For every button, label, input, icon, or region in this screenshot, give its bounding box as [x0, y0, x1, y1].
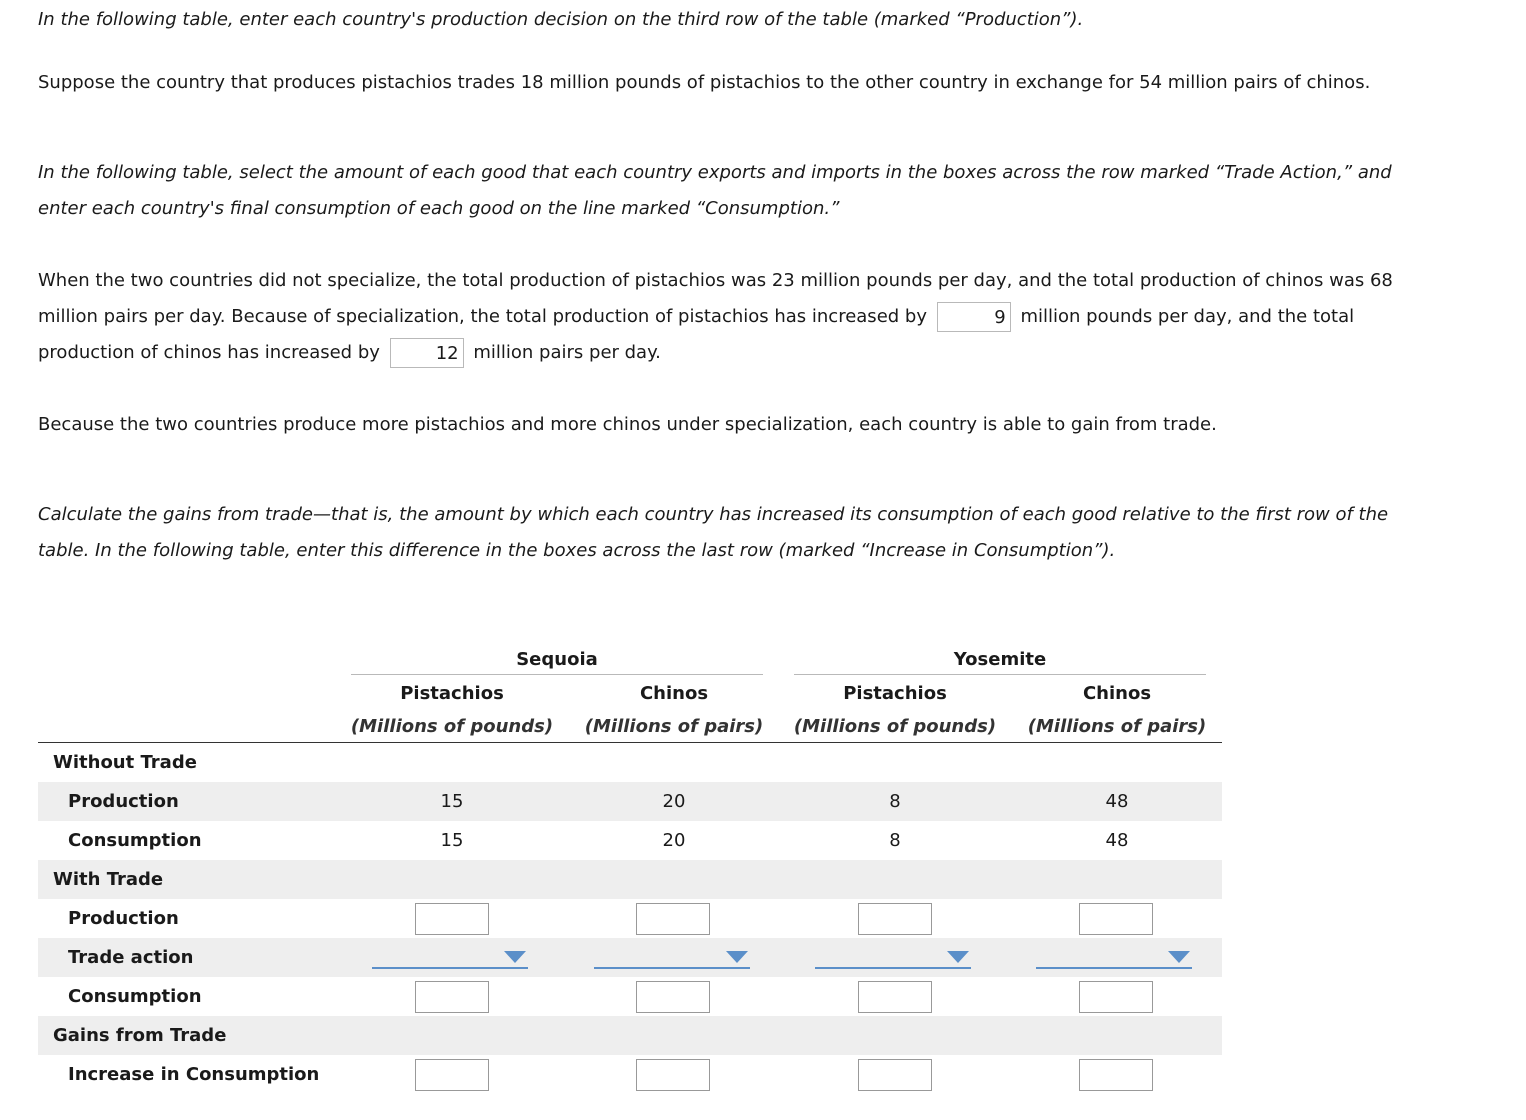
- country-header-sequoia: Sequoia: [516, 649, 598, 670]
- sequoia-chinos-production-input[interactable]: [636, 903, 710, 935]
- cell-sequoia-pistachios-production: 15: [440, 791, 464, 812]
- cell-yosemite-pistachios-production: 8: [889, 791, 901, 812]
- table-row-with-production: [38, 899, 1222, 938]
- instruction-production: In the following table, enter each country's production decision on the third row of the table (marked “Production”).: [38, 9, 1084, 30]
- dropdown-underline: [1036, 967, 1192, 969]
- col-header-yosemite-pistachios: Pistachios: [843, 683, 947, 704]
- section-row-without-trade: [38, 743, 1222, 782]
- yosemite-pistachios-trade-dropdown[interactable]: [815, 944, 971, 972]
- row-label-consumption: Consumption: [68, 830, 202, 851]
- cell-sequoia-pistachios-consumption: 15: [440, 830, 464, 851]
- yosemite-chinos-production-input[interactable]: [1079, 903, 1153, 935]
- col-header-sequoia-pistachios: Pistachios: [400, 683, 504, 704]
- specialization-text-b: million pounds per day, and the total production of chinos has increased by: [38, 306, 1355, 363]
- sequoia-pistachios-production-input[interactable]: [415, 903, 489, 935]
- sequoia-pistachios-trade-dropdown[interactable]: [372, 944, 528, 972]
- cell-yosemite-chinos-production: 48: [1105, 791, 1129, 812]
- yosemite-chinos-consumption-input[interactable]: [1079, 981, 1153, 1013]
- row-label-production: Production: [68, 908, 179, 929]
- yosemite-pistachios-production-input[interactable]: [858, 903, 932, 935]
- table-row-increase: [38, 1055, 1222, 1094]
- country-header-yosemite: Yosemite: [953, 649, 1047, 670]
- instruction-trade-action: In the following table, select the amount of each good that each country exports and imports in the boxes across the row marked “Trade Action,” and enter each country's final consumption of each good on the line marked “Consumption.”: [38, 162, 1392, 219]
- sequoia-pistachios-increase-input[interactable]: [415, 1059, 489, 1091]
- cell-yosemite-chinos-consumption: 48: [1105, 830, 1129, 851]
- gain-statement: Because the two countries produce more pistachios and more chinos under specialization, each country is able to gain from trade.: [38, 414, 1217, 435]
- trade-scenario-text: Suppose the country that produces pistachios trades 18 million pounds of pistachios to the other country in exchange for 54 million pairs of chinos.: [38, 72, 1371, 93]
- sequoia-chinos-increase-input[interactable]: [636, 1059, 710, 1091]
- instruction-gains: Calculate the gains from trade—that is, the amount by which each country has increased its consumption of each good relative to the first row of the table. In the following table, enter this difference in the boxes across the last row (marked “Increase in Consumption”).: [38, 504, 1389, 561]
- specialization-paragraph: [38, 263, 1438, 371]
- table-row-with-consumption: [38, 977, 1222, 1016]
- sequoia-pistachios-consumption-input[interactable]: [415, 981, 489, 1013]
- col-unit-sequoia-chinos: (Millions of pairs): [584, 716, 764, 737]
- chevron-down-icon[interactable]: [947, 951, 969, 963]
- sequoia-chinos-consumption-input[interactable]: [636, 981, 710, 1013]
- yosemite-chinos-trade-dropdown[interactable]: [1036, 944, 1192, 972]
- specialization-text-a: When the two countries did not specialize, the total production of pistachios was 23 million pounds per day, and the total production of chinos was 68 million pairs per day. Because of specialization, the total production of pistachios has increased by: [38, 270, 1393, 327]
- section-label-with-trade: With Trade: [53, 869, 164, 890]
- section-row-gains: [38, 1016, 1222, 1055]
- table-row-without-production: [38, 782, 1222, 821]
- col-unit-sequoia-pistachios: (Millions of pounds): [350, 716, 554, 737]
- table-row-without-consumption: [38, 821, 1222, 860]
- chevron-down-icon[interactable]: [1168, 951, 1190, 963]
- chevron-down-icon[interactable]: [504, 951, 526, 963]
- cell-yosemite-pistachios-consumption: 8: [889, 830, 901, 851]
- section-label-without-trade: Without Trade: [53, 752, 197, 773]
- dropdown-underline: [815, 967, 971, 969]
- section-row-with-trade: [38, 860, 1222, 899]
- chinos-increase-input[interactable]: 12: [390, 338, 464, 368]
- section-label-gains: Gains from Trade: [53, 1025, 227, 1046]
- chevron-down-icon[interactable]: [726, 951, 748, 963]
- col-unit-yosemite-chinos: (Millions of pairs): [1027, 716, 1207, 737]
- col-header-sequoia-chinos: Chinos: [639, 683, 709, 704]
- specialization-text-c: million pairs per day.: [473, 342, 661, 363]
- yosemite-pistachios-increase-input[interactable]: [858, 1059, 932, 1091]
- sequoia-header-rule: [351, 674, 763, 675]
- row-label-trade-action: Trade action: [68, 947, 194, 968]
- yosemite-header-rule: [794, 674, 1206, 675]
- trade-table: [38, 640, 1222, 1100]
- yosemite-chinos-increase-input[interactable]: [1079, 1059, 1153, 1091]
- yosemite-pistachios-consumption-input[interactable]: [858, 981, 932, 1013]
- pistachio-increase-input[interactable]: 9: [937, 302, 1011, 332]
- cell-sequoia-chinos-consumption: 20: [662, 830, 686, 851]
- col-header-yosemite-chinos: Chinos: [1082, 683, 1152, 704]
- row-label-consumption: Consumption: [68, 986, 202, 1007]
- dropdown-underline: [594, 967, 750, 969]
- table-row-trade-action: [38, 938, 1222, 977]
- cell-sequoia-chinos-production: 20: [662, 791, 686, 812]
- row-label-increase: Increase in Consumption: [68, 1064, 320, 1085]
- dropdown-underline: [372, 967, 528, 969]
- sequoia-chinos-trade-dropdown[interactable]: [594, 944, 750, 972]
- col-unit-yosemite-pistachios: (Millions of pounds): [793, 716, 997, 737]
- row-label-production: Production: [68, 791, 179, 812]
